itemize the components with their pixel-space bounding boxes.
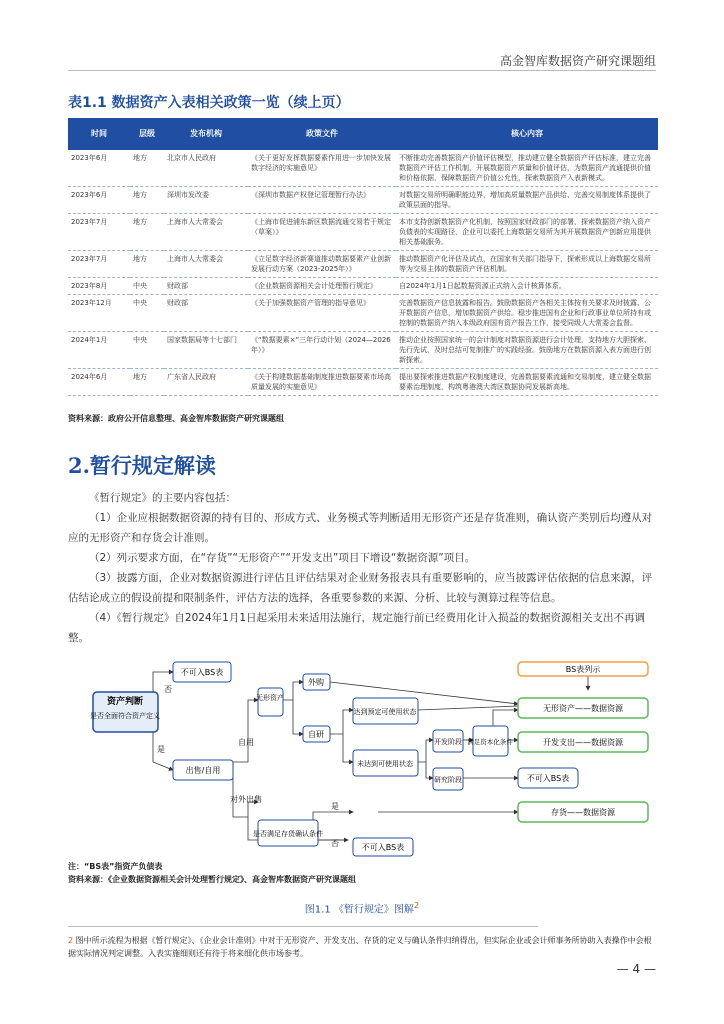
figure-caption [0, 900, 724, 915]
table-cell: 中央 [130, 278, 164, 295]
table-row [68, 295, 658, 332]
table-cell: 国家数据局等十七部门 [164, 332, 248, 369]
table-cell: 《关于构建数据基础制度推进数据要素市场高质量发展的实施意见》 [248, 369, 396, 396]
figure-caption-text: 图1.1 《暂行规定》图解 [304, 904, 414, 916]
table-row [68, 150, 658, 187]
paragraph: （3）披露方面，企业对数据资源进行评估且评估结果对企业财务报表具有重要影响的，应当披露评估依据的信息来源，评估结论成立的假设前提和限制条件，评估方法的选择，各重要参数的来源、分析、比较与测算过程等信息。 [68, 572, 653, 604]
reach-expected-label: 达到预定可使用状态 [353, 708, 417, 716]
note-line: 注：“BS表”指资产负债表 [68, 862, 163, 871]
table-cell: 2023年6月 [68, 150, 130, 187]
asset-judgment-sub: 是否全面符合资产定义 [90, 712, 160, 720]
footnote-number: 2 [68, 936, 74, 945]
meet-inv-label: 是否满足存货确认条件 [253, 830, 323, 838]
meet-cap-label: 满足资本化条件 [467, 738, 513, 746]
figure-notes [68, 860, 356, 886]
table-row [68, 251, 658, 278]
table-cell: 中央 [130, 295, 164, 332]
table-cell: 深圳市发改委 [164, 187, 248, 214]
table-cell: 中央 [130, 332, 164, 369]
table-row [68, 214, 658, 251]
table-cell: 《“数据要素×”三年行动计划（2024—2026年）》 [248, 332, 396, 369]
table-title: 表1.1 数据资产入表相关政策一览（续上页） [68, 95, 350, 111]
paragraph: （4）《暂行规定》自2024年1月1日起采用未来适用法施行，规定施行前已经费用化计入损益的数据资源相关支出不再调整。 [68, 612, 646, 644]
table-cell: 《关于加强数据资产管理的指导意见》 [248, 295, 396, 332]
table-cell: 2023年7月 [68, 214, 130, 251]
sale-self-label: 出售/自用 [185, 766, 221, 775]
table-cell: 2023年8月 [68, 278, 130, 295]
paragraph: 《暂行规定》的主要内容包括： [89, 492, 236, 504]
yes-label-2: 是 [331, 802, 339, 811]
table-row [68, 332, 658, 369]
table-cell: 地方 [130, 214, 164, 251]
table-cell: 财政部 [164, 295, 248, 332]
table-row [68, 369, 658, 396]
table-cell: 对数据交易所明确职能边界，增加高质量数据产品供给、完善交易制度体系提供了政策层面的指导。 [396, 187, 658, 214]
table-cell: 《企业数据资源相关会计处理暂行规定》 [248, 278, 396, 295]
bs-listed-label: BS表列示 [565, 665, 601, 674]
no-label-2: 否 [331, 839, 339, 848]
table-source: 资料来源：政府公开信息整理、高金智库数据资产研究课题组 [68, 414, 284, 423]
rnd-label: 自研 [308, 730, 324, 739]
not-bs-label-top: 不可入BS表 [180, 668, 224, 677]
col-header-time: 时间 [68, 118, 130, 150]
table-cell: 《上海市促进浦东新区数据流通交易若干规定（草案）》 [248, 214, 396, 251]
note-line: 资料来源：《企业数据资源相关会计处理暂行规定》、高金智库数据资产研究课题组 [68, 875, 356, 884]
footnote-rule [68, 926, 538, 927]
table-cell: 北京市人民政府 [164, 150, 248, 187]
col-header-content: 核心内容 [396, 118, 658, 150]
table-cell: 地方 [130, 369, 164, 396]
inventory-data-label: 存货——数据资源 [551, 808, 615, 817]
table-row [68, 278, 658, 295]
section-body [68, 488, 658, 648]
table-row [68, 187, 658, 214]
not-bs-label-bottom: 不可入BS表 [361, 843, 405, 852]
paragraph: （1）企业应根据数据资源的持有目的、形成方式、业务模式等判断适用无形资产还是存货准则，确认资产类别后均遵从对应的无形资产和存货会计准则。 [68, 512, 653, 544]
header-title: 高金智库数据资产研究课题组 [499, 54, 656, 68]
footnote [68, 934, 658, 960]
page-number: — 4 — [616, 962, 656, 976]
table-cell: 推动数据资产化评估及试点，在国家有关部门指导下，探索形成以上海数据交易所等为交易主体的数据资产评估机制。 [396, 251, 658, 278]
external-sale-label: 对外出售 [230, 795, 262, 804]
not-bs-label-mid: 不可入BS表 [526, 774, 570, 783]
intangible-label: 无形资产 [256, 694, 284, 702]
table-cell: 地方 [130, 150, 164, 187]
header-rule [68, 70, 656, 71]
table-cell: 广东省人民政府 [164, 369, 248, 396]
table-cell: 不断推动完善数据资产价值评估模型，推动建立健全数据资产评估标准，建立完善数据资产评估工作机制，开展数据资产质量和价值评估，为数据资产流通提供价值和价格依据，保障数据资产价值公允性，探索数据资产入表新模式。 [396, 150, 658, 187]
flow-diagram [68, 652, 658, 857]
col-header-level: 层级 [130, 118, 164, 150]
figure-caption-sup: 2 [413, 900, 420, 910]
table-cell: 财政部 [164, 278, 248, 295]
table-cell: 2024年6月 [68, 369, 130, 396]
table-cell: 上海市人大常委会 [164, 251, 248, 278]
dev-exp-data-label: 开发支出——数据资源 [543, 738, 623, 747]
table-header-row [68, 118, 658, 150]
table-cell: 上海市人大常委会 [164, 214, 248, 251]
col-header-agency: 发布机构 [164, 118, 248, 150]
table-cell: 2024年1月 [68, 332, 130, 369]
footnote-text: 图中所示流程为根据《暂行规定》、《企业会计准则》中对于无形资产、开发支出、存货的定义与确认条件归纳得出，但实际企业或会计师事务所协助入表操作中会根据实际情况判定调整。入表实施细则还有待于将来细化供市场参考。 [68, 936, 652, 958]
table-cell: 2023年6月 [68, 187, 130, 214]
section-title: 2.暂行规定解读 [68, 453, 216, 478]
self-use-label: 自用 [238, 738, 254, 747]
table-cell: 地方 [130, 187, 164, 214]
table-cell: 自2024年1月1日起数据资源正式纳入会计核算体系。 [396, 278, 658, 295]
policy-table [68, 118, 658, 396]
page-header [0, 0, 724, 70]
table-cell: 完善数据资产信息披露和报告。鼓励数据资产各相关主体按有关要求及时披露、公开数据资产信息，增加数据资产供给。稳步推进国有企业和行政事业单位所持有或控制的数据资产纳入本级政府国有资产报告工作，接受同级人大常委会监督。 [396, 295, 658, 332]
table-cell: 2023年12月 [68, 295, 130, 332]
paragraph: （2）列示要求方面，在“存货”“无形资产”“开发支出”项目下增设“数据资源”项目。 [89, 552, 476, 564]
not-reach-label: 未达到可使用状态 [357, 760, 413, 768]
asset-judgment-title: 资产判断 [106, 697, 144, 707]
table-cell: 《关于更好发挥数据要素作用进一步加快发展数字经济的实施意见》 [248, 150, 396, 187]
intangible-data-label: 无形资产——数据资源 [543, 704, 623, 713]
table-cell: 本市支持创新数据资产化机制，按照国家财政部门的部署，探索数据资产纳入资产负债表的实现路径，企业可以委托上海数据交易所为其开展数据资产创新应用提供相关基础服务。 [396, 214, 658, 251]
table-cell: 提出要探索推进数据产权制度建设，完善数据要素流通和交易制度，建立健全数据要素治理制度，构筑粤港澳大湾区数据协同发展新高地。 [396, 369, 658, 396]
table-cell: 2023年7月 [68, 251, 130, 278]
col-header-document: 政策文件 [248, 118, 396, 150]
table-cell: 《深圳市数据产权登记管理暂行办法》 [248, 187, 396, 214]
intangible-box [258, 688, 283, 716]
table-cell: 推动企业按照国家统一的会计制度对数据资源进行会计处理，支持地方大胆探索、先行先试，及时总结可复制推广的实践经验。鼓励地方在数据资源入表方面进行创新探索。 [396, 332, 658, 369]
table-cell: 地方 [130, 251, 164, 278]
no-label-1: 否 [164, 685, 172, 694]
dev-stage-label: 开发阶段 [434, 738, 462, 746]
purchase-label: 外购 [308, 678, 324, 687]
research-stage-label: 研究阶段 [434, 776, 462, 784]
yes-label-1: 是 [157, 745, 165, 754]
table-cell: 《立足数字经济新赛道推动数据要素产业创新发展行动方案（2023-2025年）》 [248, 251, 396, 278]
